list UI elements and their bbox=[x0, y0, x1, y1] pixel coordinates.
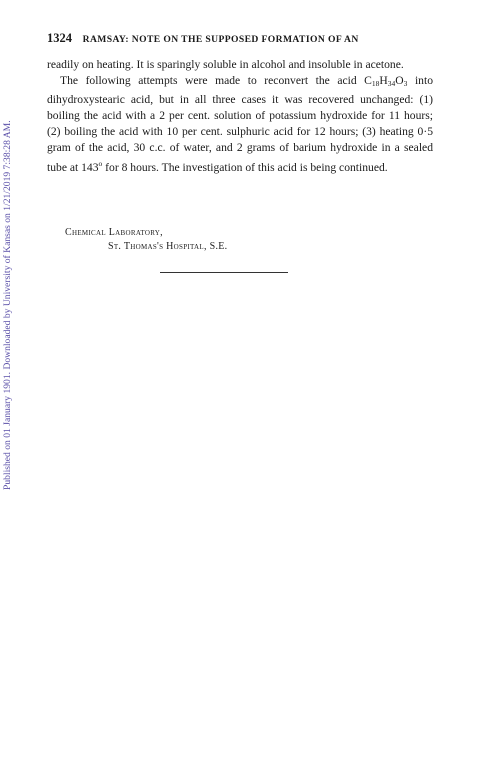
running-head: RAMSAY: NOTE ON THE SUPPOSED FORMATION OF AN bbox=[82, 34, 359, 45]
download-watermark: Published on 01 January 1901. Downloaded by University of Kansas on 1/21/2019 7:38:28 AM. bbox=[2, 120, 13, 490]
degree-mark: o bbox=[98, 159, 103, 168]
formula-h-letter: H bbox=[379, 74, 388, 87]
article-body bbox=[47, 57, 433, 176]
address-line-2: St. Thomas's Hospital, S.E. bbox=[108, 241, 228, 252]
formula-o-subscript: 3 bbox=[403, 79, 408, 88]
address-line-1: Chemical Laboratory, bbox=[65, 227, 163, 238]
formula-h-subscript: 34 bbox=[387, 79, 396, 88]
end-rule bbox=[160, 272, 288, 273]
page-header bbox=[47, 31, 442, 46]
author-address bbox=[65, 226, 227, 254]
formula-o-letter: O bbox=[395, 74, 404, 87]
para-text-a: into dihydroxystearic acid, but in all three cases it was recovered unchanged: (1) boiling the acid with a 2 per cent. solution of potassium hydroxide for 11 hours; (2) boiling the acid with 10 per cent. sulphuric acid for 12 hours; (3) heating 0·5 gram of the acid, 30 c.c. of water, and 2 grams of barium hydroxide in a sealed tube at 143 bbox=[47, 74, 434, 174]
formula-c-subscript: 18 bbox=[371, 79, 380, 88]
para-lead: The following attempts were made to reconvert the acid C bbox=[60, 74, 372, 87]
para-text-b: for 8 hours. The investigation of this acid is being continued. bbox=[102, 161, 388, 174]
paragraph-continuation: readily on heating. It is sparingly soluble in alcohol and insoluble in acetone. bbox=[47, 58, 404, 71]
page-number: 1324 bbox=[47, 31, 72, 45]
paragraph-attempts bbox=[47, 73, 433, 176]
